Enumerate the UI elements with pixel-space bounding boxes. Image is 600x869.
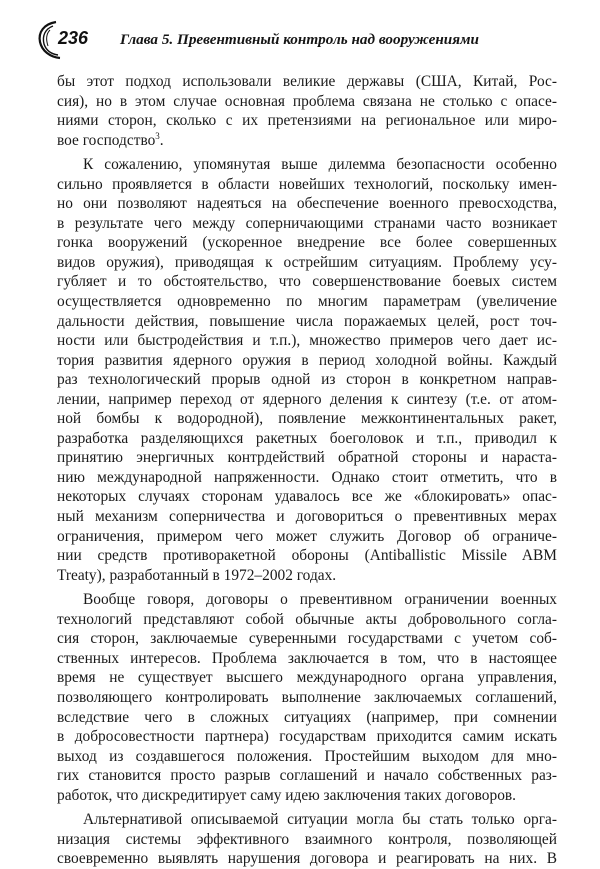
- text-line: К сожалению, упомянутая выше дилемма безопасности особенно: [83, 156, 557, 174]
- text-line: вследствие чего в сложных ситуациях (например, при сомнении: [57, 708, 557, 726]
- text-line: Treaty), разработанный в 1972–2002 годах.: [57, 566, 337, 584]
- text-line: лении, например переход от ядерного деления к синтезу (т.е. от атом-: [57, 390, 557, 408]
- paragraph: [57, 72, 557, 150]
- text-line: осуществляется одновременно по многим параметрам (увеличение: [57, 293, 557, 311]
- footnote-ref: 3: [155, 130, 160, 141]
- running-head: Глава 5. Превентивный контроль над вооружениями: [120, 31, 479, 48]
- text-line: ниями сторон, сколько с их претензиями на региональное или миро-: [57, 112, 557, 130]
- text-line: бы этот подход использовали великие державы (США, Китай, Рос-: [57, 73, 557, 90]
- text-line: ственных интересов. Проблема заключается в том, что в настоящее: [57, 649, 557, 667]
- text-line: время не существует высшего международного органа управления,: [57, 669, 557, 687]
- text-line: выход из создавшегося положения. Простейшим выходом для мно-: [57, 747, 557, 765]
- text-line: сильно проявляется в области новейших технологий, поскольку имен-: [57, 175, 557, 193]
- text-line: ный механизм соперничества и договориться о превентивных мерах: [57, 508, 557, 526]
- page-header: [36, 18, 576, 58]
- page-number-badge: [36, 18, 94, 58]
- text-line: вое господство: [57, 131, 156, 149]
- text-line: гонка вооружений (ускоренное внедрение все более совершенных: [57, 234, 557, 252]
- text-line: гих становится просто разрыв соглашений и начало собственных раз-: [57, 767, 557, 785]
- text-line: Вообще говоря, договоры о превентивном ограничении военных: [83, 591, 557, 609]
- text-line: ности или быстродействия и т.п.), множество примеров чего дает ис-: [57, 332, 557, 350]
- text-line: работок, что дискредитирует саму идею заключения таких договоров.: [57, 786, 517, 804]
- paragraph: [57, 590, 557, 805]
- text-line: некоторых случаях сторонам удавалось все же «блокировать» опас-: [57, 488, 557, 506]
- text-line: низация системы эффективного взаимного контроля, позволяющей: [57, 830, 557, 848]
- text-line: сия сторон, заключаемые суверенными государствами с учетом соб-: [57, 630, 557, 648]
- text-line: видов оружия), приводящая к острейшим ситуациям. Проблему усу-: [57, 253, 557, 271]
- text-line: но они позволяют надеяться на обеспечение военного превосходства,: [57, 195, 557, 213]
- text-line: нии средств противоракетной обороны (Antiballistic Missile ABM: [57, 547, 557, 565]
- paragraph: [57, 155, 557, 585]
- text-line: раз технологический прорыв одной из сторон в конкретном направ-: [57, 371, 557, 389]
- text-line: в добросовестности партнера) государствам приходится самим искать: [57, 728, 557, 746]
- text-line: своевременно выявлять нарушения договора и реагировать на них. В: [57, 850, 557, 868]
- text-line: ограничения, примером чего может служить Договор об ограниче-: [57, 527, 557, 545]
- page-number: 236: [58, 28, 89, 48]
- text-line: принятию энергичных контрдействий обратной стороны и нараста-: [57, 449, 557, 467]
- text-line: губляет и то обстоятельство, что совершенствование боевых систем: [57, 273, 557, 291]
- text-line-with-footnote: [57, 131, 557, 151]
- sentence-end: .: [159, 131, 164, 149]
- paragraph: [57, 810, 557, 869]
- text-line: в результате чего между соперничающими странами часто возникает: [57, 214, 557, 232]
- text-line: сия), но в этом случае основная проблема связана не столько с опасе-: [57, 92, 557, 110]
- text-line: тория развития ядерного оружия в период холодной войны. Каждый: [57, 351, 557, 369]
- text-line: разработка разделяющихся ракетных боеголовок и т.п., приводил к: [57, 429, 557, 447]
- text-line: дальности действия, повышение числа поражаемых целей, рост точ-: [57, 312, 557, 330]
- text-line: позволяющего контролировать выполнение заключаемых соглашений,: [57, 688, 557, 706]
- body-text: [57, 72, 557, 869]
- text-line: технологий представляют собой обычные акты добровольного согла-: [57, 610, 557, 628]
- text-line: нию международной напряженности. Однако стоит отметить, что в: [57, 468, 557, 486]
- text-line: Альтернативой описываемой ситуации могла бы стать только орга-: [83, 811, 557, 829]
- text-line: ной бомбы к водородной), появление межконтинентальных ракет,: [57, 410, 557, 428]
